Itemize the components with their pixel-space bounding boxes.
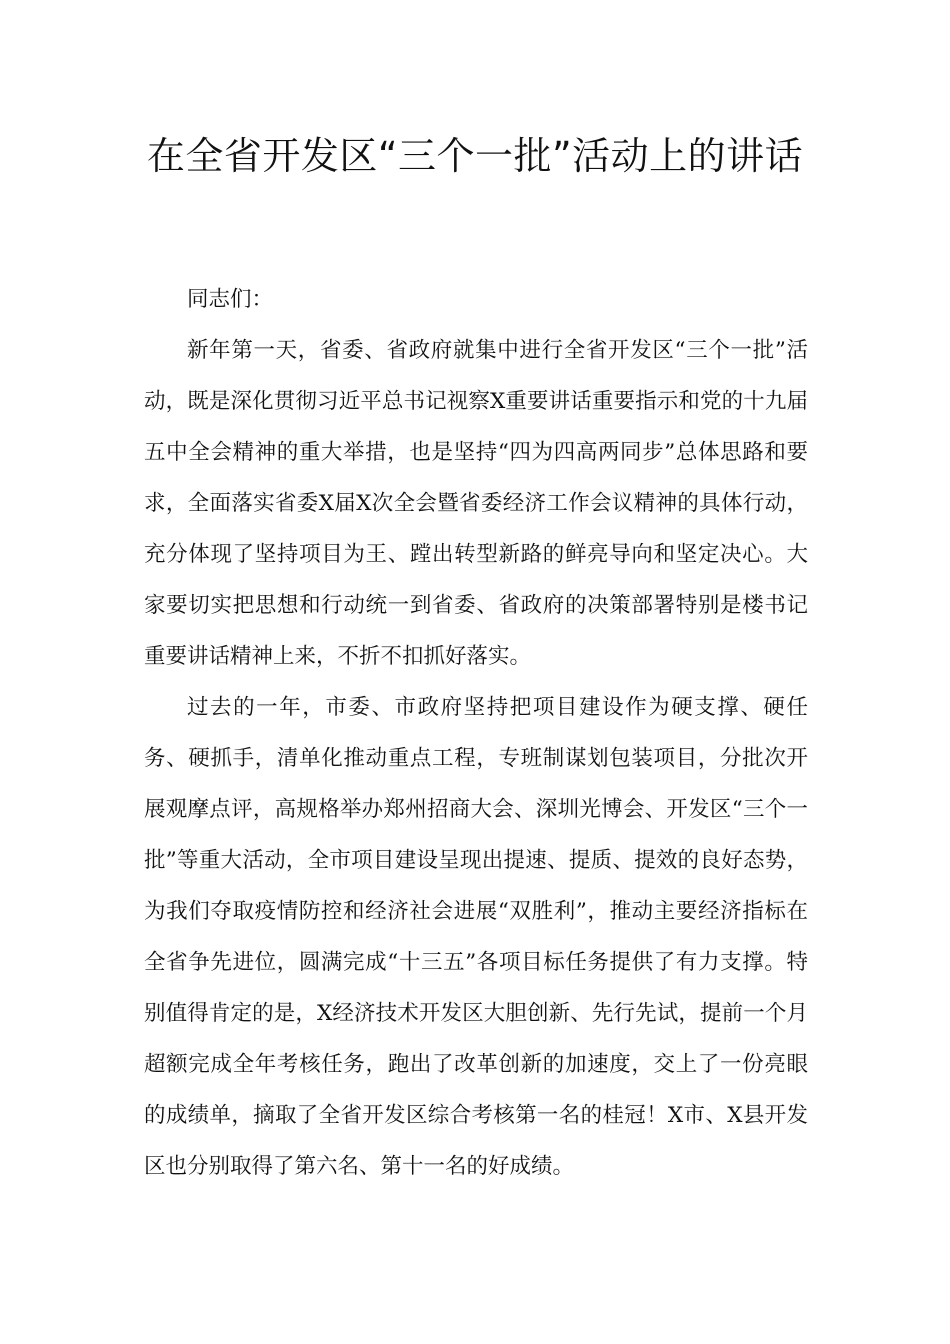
- paragraph-2: 过去的一年，市委、市政府坚持把项目建设作为硬支撑、硬任务、硬抓手，清单化推动重点工程，专班制谋划包装项目，分批次开展观摩点评，高规格举办郑州招商大会、深圳光博会、开发区“三个一批”等重大活动，全市项目建设呈现出提速、提质、提效的良好态势，为我们夺取疫情防控和经济社会进展“双胜利”，推动主要经济指标在全省争先进位，圆满完成“十三五”各项目标任务提供了有力支撑。特别值得肯定的是，X经济技术开发区大胆创新、先行先试，提前一个月超额完成全年考核任务，跑出了改革创新的加速度，交上了一份亮眼的成绩单，摘取了全省开发区综合考核第一名的桂冠！X市、X县开发区也分别取得了第六名、第十一名的好成绩。: [144, 695, 808, 1179]
- document-body: [144, 274, 808, 1192]
- document-title: 在全省开发区“三个一批”活动上的讲话: [146, 134, 804, 178]
- salutation: 同志们：: [187, 287, 274, 312]
- paragraph-1: 新年第一天，省委、省政府就集中进行全省开发区“三个一批”活动，既是深化贯彻习近平总书记视察X重要讲话重要指示和党的十九届五中全会精神的重大举措，也是坚持“四为四高两同步”总体思路和要求，全面落实省委X届X次全会暨省委经济工作会议精神的具体行动，充分体现了坚持项目为王、蹚出转型新路的鲜亮导向和坚定决心。大家要切实把思想和行动统一到省委、省政府的决策部署特别是楼书记重要讲话精神上来，不折不扣抓好落实。: [144, 338, 808, 669]
